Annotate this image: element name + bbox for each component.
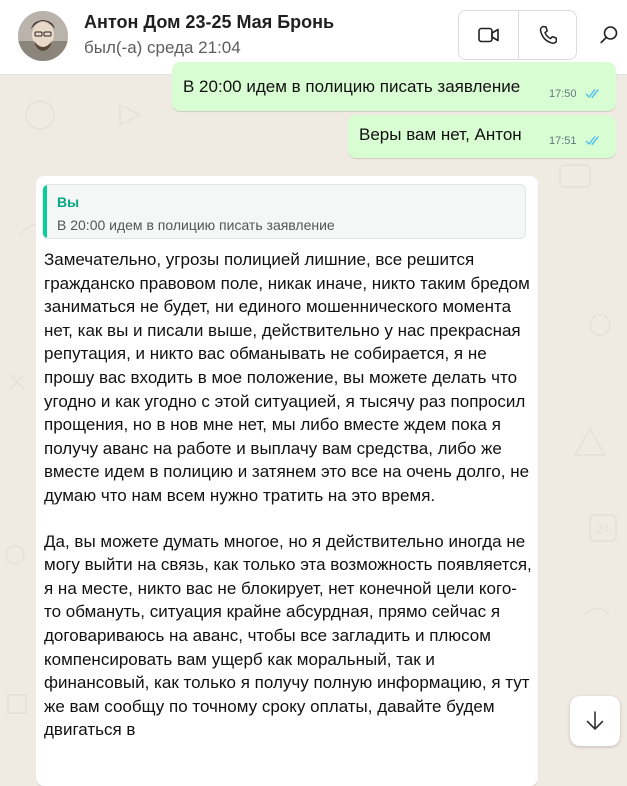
message-paragraph: Да, вы можете думать многое, но я действительно иногда не могу выйти на связь, как только эта возможность появляется, я на месте, никто вас не блокирует, нет конечной цели кого-то обмануть, ситуация крайне абсурдная, прямо сейчас я договариваюсь на аванс, чтобы все загладить и плюсом компенсировать вам ущерб как моральный, так и финансовый, как только я получу полную информацию, я тут же вам сообщу по точному сроку оплаты, давайте будем двигаться в [44, 531, 532, 740]
last-seen-status: был(-а) среда 21:04 [84, 38, 241, 57]
arrow-down-icon [585, 710, 605, 732]
double-check-icon [585, 135, 601, 146]
incoming-message[interactable] [36, 176, 538, 786]
search-button[interactable] [594, 20, 624, 50]
message-time: 17:50 [549, 88, 577, 100]
phone-icon [539, 25, 557, 45]
message-body [44, 248, 532, 764]
quoted-message[interactable] [42, 184, 526, 239]
outgoing-message[interactable] [348, 115, 616, 158]
video-camera-icon [478, 27, 500, 43]
video-call-button[interactable] [459, 11, 518, 59]
message-text: Веры вам нет, Антон [359, 125, 522, 144]
avatar-photo [18, 11, 68, 61]
voice-call-button[interactable] [519, 11, 577, 59]
avatar[interactable] [18, 11, 68, 61]
svg-text:24: 24 [596, 522, 610, 536]
search-icon [599, 25, 619, 45]
scroll-to-bottom-button[interactable] [570, 696, 620, 746]
contact-name[interactable]: Антон Дом 23-25 Мая Бронь [84, 12, 335, 32]
message-text: В 20:00 идем в полицию писать заявление [183, 77, 521, 96]
message-time: 17:51 [549, 135, 577, 147]
double-check-icon [585, 88, 601, 99]
call-button-group [458, 10, 577, 60]
quote-text: В 20:00 идем в полицию писать заявление [57, 217, 335, 233]
outgoing-message[interactable] [172, 62, 616, 111]
quote-author: Вы [57, 194, 80, 210]
message-paragraph: Замечательно, угрозы полицией лишние, все решится гражданско правовом поле, никак иначе, никто таким бредом заниматься не будет, ни единого мошеннического момента нет, как вы и писали выше, действительно у нас прекрасная репутация, и никто вас обманывать не собирается, я не прошу вас входить в мое положение, вы можете делать что угодно и как угодно с этой ситуацией, я тысячу раз попросил прощения, но в нов мне нет, мы либо вместе ждем пока я получу аванс на работе и выплачу вам средства, либо же вместе идем в полицию и затянем это все на очень долго, не думаю что нам всем нужно тратить на это время. [44, 250, 530, 505]
quote-accent-bar [43, 185, 47, 238]
